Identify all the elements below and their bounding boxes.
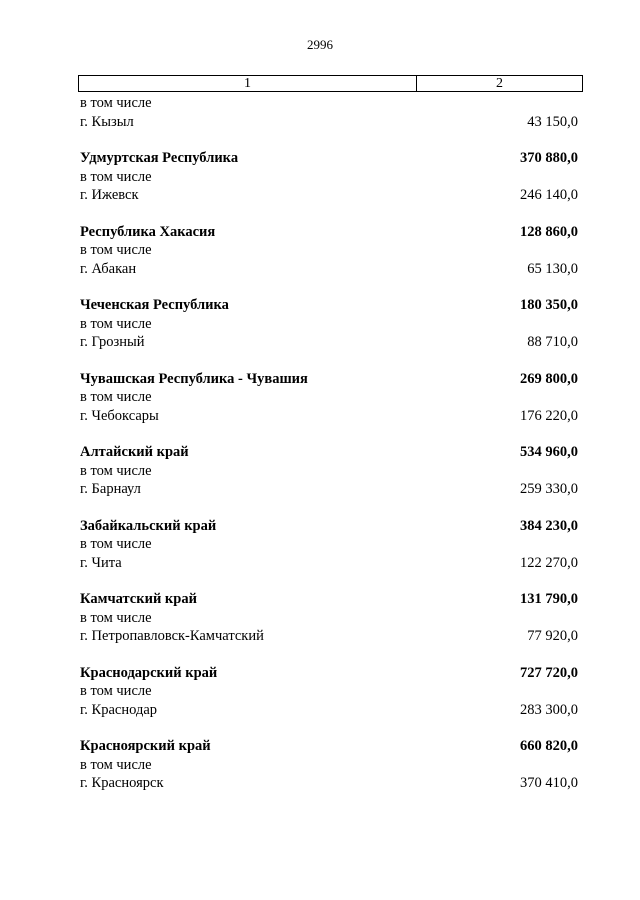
- region-row: [80, 443, 578, 462]
- region-row: [80, 296, 578, 315]
- region-name: Чувашская Республика - Чувашия: [80, 370, 308, 387]
- region-value: 128 860,0: [520, 223, 578, 240]
- city-row: [80, 627, 578, 646]
- region-name: Удмуртская Республика: [80, 150, 239, 166]
- sub-label-row: [80, 388, 578, 407]
- sub-label-row: [80, 535, 578, 554]
- city-row: [80, 333, 578, 352]
- city-name: г. Краснодар: [80, 701, 158, 718]
- city-row: [80, 701, 578, 720]
- region-value: 131 790,0: [520, 591, 578, 607]
- city-name: г. Чита: [80, 554, 122, 571]
- city-name: г. Чебоксары: [80, 407, 159, 424]
- regions-list: [80, 131, 578, 793]
- city-name: г. Петропавловск-Камчатский: [80, 628, 264, 644]
- region-name: Краснодарский край: [80, 664, 218, 681]
- sub-label-row: [80, 462, 578, 481]
- region-block: [80, 664, 578, 720]
- region-block: [80, 517, 578, 573]
- region-block: [80, 223, 578, 279]
- city-value: 176 220,0: [520, 407, 578, 424]
- region-row: [80, 149, 578, 168]
- city-row: [80, 554, 578, 573]
- block-spacer: [80, 425, 578, 443]
- city-value: 370 410,0: [520, 775, 578, 791]
- city-row: [80, 480, 578, 499]
- table-column-header: [78, 75, 583, 92]
- region-name: Республика Хакасия: [80, 223, 216, 240]
- region-value: 660 820,0: [520, 738, 578, 754]
- region-row: [80, 517, 578, 536]
- sub-label-row: [80, 609, 578, 628]
- sub-label: в том числе: [80, 462, 152, 479]
- block-spacer: [80, 499, 578, 517]
- block-spacer: [80, 646, 578, 664]
- sub-label-row: [80, 315, 578, 334]
- region-value: 370 880,0: [520, 150, 578, 166]
- block-spacer: [80, 352, 578, 370]
- region-row: [80, 223, 578, 242]
- city-name: г. Барнаул: [80, 481, 141, 497]
- block-spacer: [80, 131, 578, 149]
- region-row: [80, 370, 578, 389]
- region-block: [80, 737, 578, 793]
- block-spacer: [80, 278, 578, 296]
- block-spacer: [80, 205, 578, 223]
- region-name: Камчатский край: [80, 591, 197, 607]
- region-row: [80, 590, 578, 609]
- region-value: 269 800,0: [520, 370, 578, 387]
- region-value: 180 350,0: [520, 297, 578, 313]
- sub-label: в том числе: [80, 756, 152, 773]
- city-name: г. Кызыл: [80, 113, 134, 130]
- sub-label: в том числе: [80, 609, 152, 626]
- sub-label: в том числе: [80, 536, 152, 552]
- city-value: 246 140,0: [520, 187, 578, 203]
- city-value: 122 270,0: [520, 554, 578, 571]
- region-row: [80, 664, 578, 683]
- table-body: [80, 94, 578, 793]
- region-block: [80, 370, 578, 426]
- city-row: [80, 113, 578, 132]
- city-row: [80, 407, 578, 426]
- region-value: 727 720,0: [520, 664, 578, 681]
- city-value: 88 710,0: [527, 334, 578, 350]
- region-value: 384 230,0: [520, 517, 578, 534]
- sub-label: в том числе: [80, 389, 152, 405]
- page-number: 2996: [307, 37, 333, 52]
- sub-label: в том числе: [80, 242, 152, 258]
- sub-label-row: [80, 756, 578, 775]
- sub-label-row: [80, 168, 578, 187]
- block-spacer: [80, 572, 578, 590]
- sub-label: в том числе: [80, 315, 152, 332]
- region-name: Алтайский край: [80, 444, 189, 460]
- region-block: [80, 590, 578, 646]
- block-spacer: [80, 719, 578, 737]
- column-header-2: 2: [496, 76, 503, 91]
- sub-label: в том числе: [80, 168, 152, 185]
- city-row: [80, 186, 578, 205]
- city-name: г. Грозный: [80, 334, 145, 350]
- city-row: [80, 260, 578, 279]
- city-value: 43 150,0: [527, 113, 578, 130]
- region-value: 534 960,0: [520, 444, 578, 460]
- city-value: 77 920,0: [527, 628, 578, 644]
- city-name: г. Абакан: [80, 260, 137, 277]
- sub-label-row: [80, 241, 578, 260]
- city-name: г. Красноярск: [80, 775, 164, 791]
- sub-label: в том числе: [80, 683, 152, 699]
- region-name: Забайкальский край: [80, 517, 217, 534]
- sub-label-row: [80, 94, 578, 113]
- column-header-1: 1: [79, 76, 417, 91]
- region-block: [80, 149, 578, 205]
- city-name: г. Ижевск: [80, 187, 139, 203]
- region-row: [80, 737, 578, 756]
- city-value: 283 300,0: [520, 701, 578, 718]
- region-block: [80, 296, 578, 352]
- city-row: [80, 774, 578, 793]
- city-value: 65 130,0: [527, 260, 578, 277]
- city-value: 259 330,0: [520, 481, 578, 497]
- sub-label: в том числе: [80, 95, 152, 111]
- sub-label-row: [80, 682, 578, 701]
- region-name: Чеченская Республика: [80, 297, 229, 313]
- region-block: [80, 443, 578, 499]
- region-name: Красноярский край: [80, 738, 211, 754]
